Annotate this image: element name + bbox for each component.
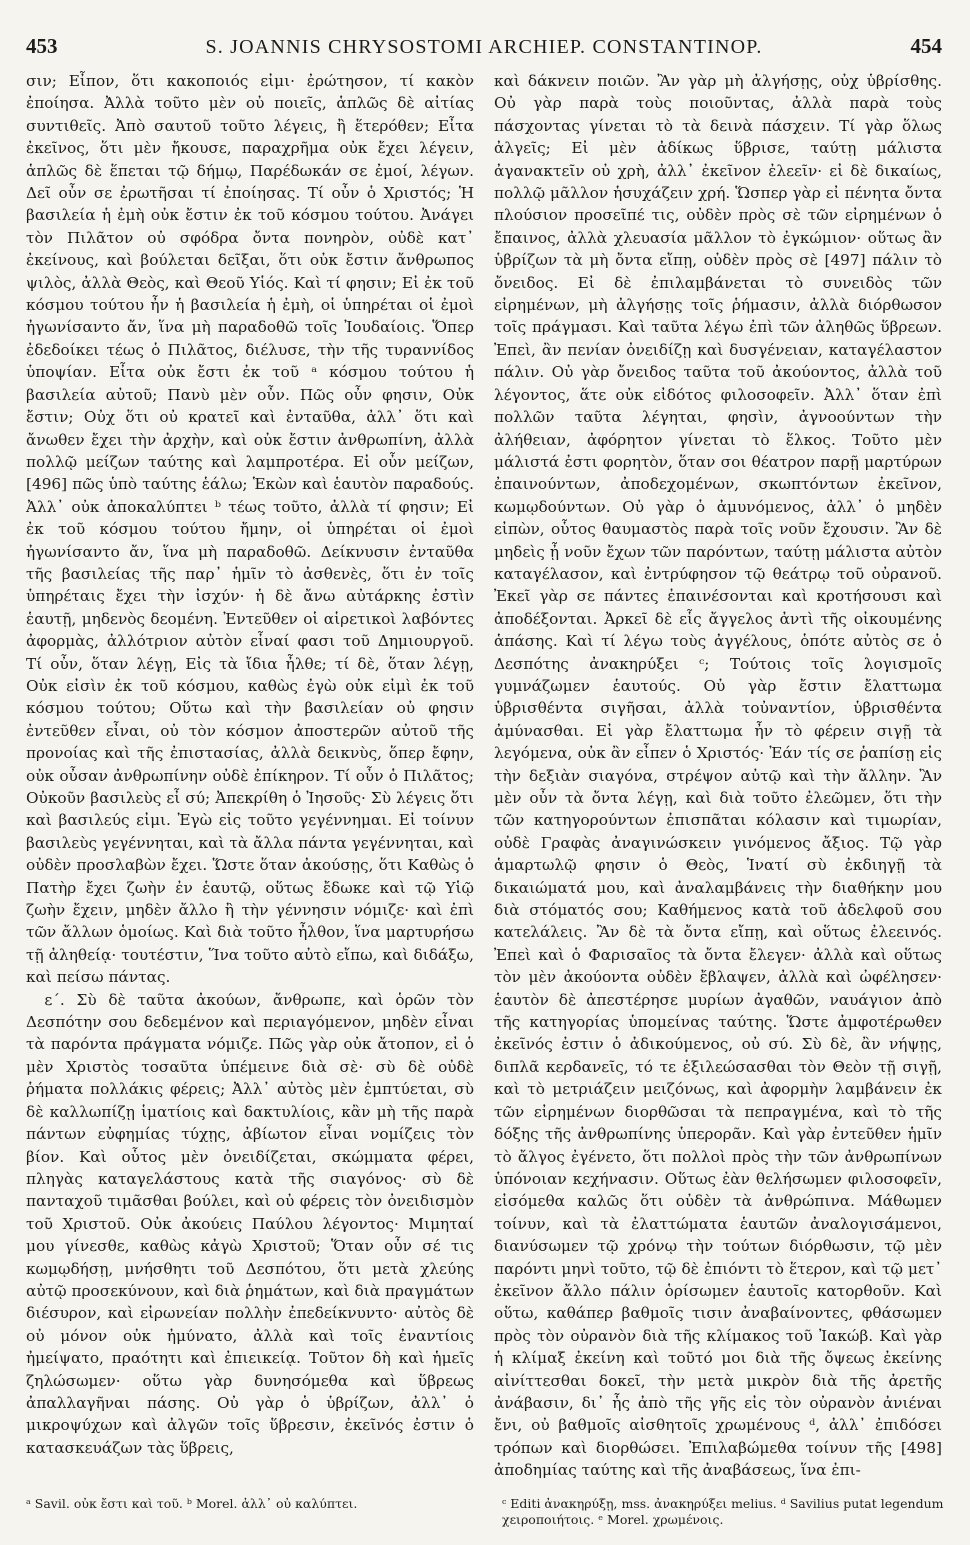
left-paragraph-2: ε´. Σὺ δὲ ταῦτα ἀκούων, ἄνθρωπε, καὶ ὁρῶν τὸν Δεσπότην σου δεδεμένον καὶ περιαγόμενον, μηδὲν εἶναι τὰ παρόντα πράγματα νόμιζε. Πῶς γὰρ οὐκ ἄτοπον, εἰ ὁ μὲν Χριστὸς τοσαῦτα ὑπέμεινε διὰ σὲ· σὺ δὲ οὐδὲ ῥήματα πολλάκις φέρεις; Ἀλλ᾽ αὐτὸς μὲν ἐμπτύεται, σὺ δὲ καλλωπίζῃ ἱματίοις καὶ δακτυλίοις, κἂν μὴ τῆς παρὰ πάντων εὐφημίας τύχῃς, ἀβίωτον εἶναι νομίζεις τὸν βίον. Καὶ οὗτος μὲν ὀνειδίζεται, σκώμματα φέρει, πληγὰς καταγελάστους κατὰ τῆς σιαγόνος· σὺ δὲ πανταχοῦ τιμᾶσθαι βούλει, καὶ οὐ φέρεις τὸν ὀνειδισμὸν τοῦ Χριστοῦ. Οὐκ ἀκούεις Παύλου λέγοντος· Μιμηταί μου γίνεσθε, καθὼς κἀγὼ Χριστοῦ; Ὅταν οὖν σέ τις κωμῳδήσῃ, μνήσθητι τοῦ Δεσπότου, ὅτι μετὰ χλεύης αὐτῷ προσεκύνουν, καὶ διὰ ῥημάτων, καὶ διὰ πραγμάτων διέσυρον, καὶ εἰρωνείαν πολλὴν ἐπεδείκνυντο· αὐτὸς δὲ οὐ μόνον οὐκ ἠμύνατο, ἀλλὰ καὶ τοῖς ἐναντίοις ἠμείψατο, πραότητι καὶ ἐπιεικείᾳ. Τοῦτον δὴ καὶ ἡμεῖς ζηλώσωμεν· οὕτω γὰρ δυνησόμεθα καὶ ὕβρεως ἀπαλλαγῆναι πάσης. Οὐ γὰρ ὁ ὑβρίζων, ἀλλ᾽ ὁ μικροψύχων καὶ ἀλγῶν τοῖς ὕβρεσιν, ἐκεῖνός ἐστιν ὁ κατασκευάζων τὰς ὕβρεις, xyxy=(26,990,474,1457)
right-column-number: 454 xyxy=(910,34,942,58)
right-paragraph-1: καὶ δάκνειν ποιῶν. Ἂν γὰρ μὴ ἀλγήσῃς, οὐχ ὑβρίσθης. Οὐ γὰρ παρὰ τοὺς ποιοῦντας, ἀλλὰ παρὰ τοὺς πάσχοντας γίνεται τὸ τὰ δεινὰ πάσχειν. Τί γὰρ ὅλως ἀλγεῖς; Εἰ μὲν ἀδίκως ὕβρισε, ταύτῃ μάλιστα ἀγανακτεῖν οὐ χρὴ, ἀλλ᾽ ἐκεῖνον ἐλεεῖν· εἰ δὲ δικαίως, πολλῷ μᾶλλον ἡσυχάζειν χρή. Ὥσπερ γὰρ εἰ πένητα ὄντα πλούσιον προσεῖπέ τις, οὐδὲν πρὸς σὲ τῶν εἰρημένων ὁ ἔπαινος, ἀλλὰ χλευασία μᾶλλον τὸ ἐγκώμιον· οὕτως ἂν ὑβρίζων τὰ μὴ ὄντα εἴπῃ, οὐδὲν πρὸς σὲ [497] πάλιν τὸ ὄνειδος. Εἰ δὲ ἐπιλαμβάνεται τὸ συνειδὸς τῶν εἰρημένων, μὴ ἀλγήσῃς τοῖς ῥήμασιν, ἀλλὰ διόρθωσον τοῖς πράγμασι. Καὶ ταῦτα λέγω ἐπὶ τῶν ἀληθῶς ὕβρεων. Ἐπεὶ, ἂν πενίαν ὀνειδίζῃ καὶ δυσγένειαν, καταγέλαστον πάλιν. Οὐ γὰρ ὄνειδος ταῦτα τοῦ ἀκούοντος, ἀλλὰ τοῦ λέγοντος, ἅτε οὐκ εἰδότος φιλοσοφεῖν. Ἀλλ᾽ ὅταν ἐπὶ πολλῶν ταῦτα λέγηται, φησὶν, ἀγνοούντων τὴν ἀλήθειαν, ἀφόρητον γίνεται τὸ ἕλκος. Τοῦτο μὲν μάλιστά ἐστι φορητὸν, ὅταν σοι θέατρον παρῇ μαρτύρων ἐπαινούντων, ἀποδεχομένων, σκωπτόντων ἐκεῖνον, κωμῳδούντων. Οὐ γὰρ ὁ ἀμυνόμενος, ἀλλ᾽ ὁ μηδὲν εἰπὼν, οὗτος θαυμαστὸς παρὰ τοῖς νοῦν ἔχουσιν. Ἂν δὲ μηδεὶς ᾖ νοῦν ἔχων τῶν παρόντων, ταύτῃ μάλιστα αὐτὸν καταγέλασον, καὶ ἐντρύφησον τῷ θεάτρῳ τοῦ οὐρανοῦ. Ἐκεῖ γὰρ σε πάντες ἐπαινέσονται καὶ κροτήσουσι καὶ ἀποδέξονται. Ἀρκεῖ δὲ εἷς ἄγγελος ἀντὶ τῆς οἰκουμένης ἁπάσης. Καὶ τί λέγω τοὺς ἀγγέλους, ὁπότε αὐτὸς σε ὁ Δεσπότης ἀνακηρύξει ᶜ; Τούτοις τοῖς λογισμοῖς γυμνάζωμεν ἑαυτούς. Οὐ γὰρ ἔστιν ἔλαττωμα ὑβρισθέντα σιγῆσαι, ἀλλὰ τοὐναντίον, ὑβρισθέντα ἀμύνασθαι. Εἰ γὰρ ἔλαττωμα ἦν τὸ φέρειν σιγῇ τὰ λεγόμενα, οὐκ ἂν εἶπεν ὁ Χριστός· Ἐάν τίς σε ῥαπίσῃ εἰς τὴν δεξιὰν σιαγόνα, στρέψον αὐτῷ καὶ τὴν ἄλλην. Ἂν μὲν οὖν τὰ ὄντα λέγῃ, καὶ διὰ τοῦτο ἐλεῶμεν, ὅτι τὴν τῶν κατηγορούντων ἐπισπᾶται κόλασιν καὶ τιμωρίαν, οὐδὲ Γραφὰς ἀναγινώσκειν γινόμενος ἄξιος. Τῷ γὰρ ἁμαρτωλῷ φησιν ὁ Θεὸς, Ἱνατί σὺ ἐκδιηγῇ τὰ δικαιώματά μου, καὶ ἀναλαμβάνεις τὴν διαθήκην μου διὰ στόματός σου; Καθήμενος κατὰ τοῦ ἀδελφοῦ σου κατελάλεις. Ἂν δὲ τὰ ὄντα εἴπῃ, καὶ οὕτως ἐλεεινός. Ἐπεὶ καὶ ὁ Φαρισαῖος τὰ ὄντα ἔλεγεν· ἀλλὰ καὶ οὕτως τὸν μὲν ἀκούοντα οὐδὲν ἔβλαψεν, ἀλλὰ καὶ ὠφέλησεν· ἑαυτὸν δὲ ἀπεστέρησε μυρίων ἀγαθῶν, ναυάγιον ἀπὸ τῆς κατηγορίας ὑπομείνας ταύτης. Ὥστε ἀμφοτέρωθεν ἐκεῖνός ἐστιν ὁ ἀδικούμενος, οὐ σύ. Σὺ δὲ, ἂν νήψῃς, διπλᾶ κερδανεῖς, τό τε ἐξιλεώσασθαι τὸν Θεὸν τῇ σιγῇ, καὶ τὸ μετριάζειν μειζόνως, καὶ ἀφορμὴν λαμβάνειν ἐκ τῶν εἰρημένων διορθῶσαι τὰ πεπραγμένα, καὶ τὸ τῆς δόξης τῆς ἀνθρωπίνης ὑπερορᾶν. Καὶ γὰρ ἐντεῦθεν ἡμῖν τὸ ἄλγος ἐγένετο, ὅτι πολλοὶ πρὸς τὴν τῶν ἀνθρωπίνων ὑπόνοιαν κεχήνασιν. Οὕτως ἐὰν θελήσωμεν φιλοσοφεῖν, εἰσόμεθα καλῶς ὅτι οὐδὲν τὰ ἀνθρώπινα. Μάθωμεν τοίνυν, καὶ τὰ ἐλαττώματα ἑαυτῶν ἀναλογισάμενοι, διανύσωμεν τῷ χρόνῳ τὴν τούτων διόρθωσιν, τῷ μὲν παρόντι μηνὶ τοῦτο, τῷ δὲ ἐπιόντι τὸ ἕτερον, καὶ τῷ μετ᾽ ἐκεῖνον ἄλλο πάλιν ὁρίσωμεν ἑαυτοῖς κατορθοῦν. Καὶ οὕτω, καθάπερ βαθμοῖς τισιν ἀναβαίνοντες, φθάσωμεν πρὸς τὸν οὐρανὸν διὰ τῆς κλίμακος τοῦ Ἰακώβ. Καὶ γὰρ ἡ κλίμαξ ἐκείνη καὶ τοῦτό μοι διὰ τῆς ὄψεως ἐκείνης αἰνίττεσθαι δοκεῖ, τὴν μετὰ μικρὸν διὰ τῆς ἀρετῆς ἀνάβασιν, δι᾽ ἧς ἀπὸ τῆς γῆς εἰς τὸν οὐρανὸν ἀνιέναι ἔνι, οὐ βαθμοῖς αἰσθητοῖς χρωμένους ᵈ, ἀλλ᾽ ἐπιδόσει τρόπων καὶ διορθώσει. Ἐπιλαβώμεθα τοίνυν τῆς [498] ἀποδημίας ταύτης καὶ τῆς ἀναβάσεως, ἵνα ἐπι- xyxy=(494,72,942,1480)
left-column-number: 453 xyxy=(26,34,58,58)
footnotes-left: ᵃ Savil. οὐκ ἔστι καὶ τοῦ. ᵇ Morel. ἀλλ᾽ οὐ καλύπτει. xyxy=(26,1496,358,1511)
left-column xyxy=(26,70,474,1482)
text-columns xyxy=(26,70,942,1482)
left-paragraph-1: σιν; Εἶπον, ὅτι κακοποιός εἰμι· ἐρώτησον, τί κακὸν ἐποίησα. Ἀλλὰ τοῦτο μὲν οὐ ποιεῖς, ἁπλῶς δὲ αἰτίας συντιθεῖς. Ἀπὸ σαυτοῦ τοῦτο λέγεις, ἢ ἕτερόθεν; Εἶτα ἐκεῖνος, ὅτι μὲν ἤκουσε, παραχρῆμα οὐκ ἔχει λέγειν, ἁπλῶς δὲ ἕπεται τῷ δήμῳ, Παρέδωκάν σε ἐμοί, λέγων. Δεῖ οὖν σε ἐρωτῆσαι τί ἐποίησας. Τί οὖν ὁ Χριστός; Ἡ βασιλεία ἡ ἐμὴ οὐκ ἔστιν ἐκ τοῦ κόσμου τούτου. Ἀνάγει τὸν Πιλᾶτον οὐ σφόδρα ὄντα πονηρὸν, οὐδὲ κατ᾽ ἐκείνους, καὶ βούλεται δεῖξαι, ὅτι οὐκ ἔστιν ἄνθρωπος ψιλὸς, ἀλλὰ Θεὸς, καὶ Θεοῦ Υἱός. Καὶ τί φησιν; Εἰ ἐκ τοῦ κόσμου τούτου ἦν ἡ βασιλεία ἡ ἐμὴ, οἱ ὑπηρέται οἱ ἐμοὶ ἠγωνίσαντο ἄν, ἵνα μὴ παραδοθῶ τοῖς Ἰουδαίοις. Ὅπερ ἐδεδοίκει τέως ὁ Πιλᾶτος, διέλυσε, τὴν τῆς τυραννίδος ὑποψίαν. Εἶτα οὐκ ἔστι ἐκ τοῦ ᵃ κόσμου τούτου ἡ βασιλεία αὐτοῦ; Πανὺ μὲν οὖν. Πῶς οὖν φησιν, Οὐκ ἔστιν; Οὐχ ὅτι οὐ κρατεῖ καὶ ἐνταῦθα, ἀλλ᾽ ὅτι καὶ ἄνωθεν ἔχει τὴν ἀρχὴν, καὶ οὐκ ἔστιν ἀνθρωπίνη, ἀλλὰ πολλῷ μείζων ταύτης καὶ λαμπροτέρα. Εἰ οὖν μείζων, [496] πῶς ὑπὸ ταύτης ἑάλω; Ἑκὼν καὶ ἑαυτὸν παραδούς. Ἀλλ᾽ οὐκ ἀποκαλύπτει ᵇ τέως τοῦτο, ἀλλὰ τί φησιν; Εἰ ἐκ τοῦ κόσμου τούτου ἤμην, οἱ ὑπηρέται οἱ ἐμοὶ ἠγωνίσαντο ἄν, ἵνα μὴ παραδοθῶ. Δείκνυσιν ἐνταῦθα τῆς βασιλείας τῆς παρ᾽ ἡμῖν τὸ ἀσθενὲς, ὅτι ἐν τοῖς ὑπηρέταις ἔχει τὴν ἰσχύν· ἡ δὲ ἄνω αὐτάρκης ἐστὶν ἑαυτῇ, μηδενὸς δεομένη. Ἐντεῦθεν οἱ αἱρετικοὶ λαβόντες ἀφορμὰς, ἀλλότριον αὐτὸν εἶναί φασι τοῦ Δημιουργοῦ. Τί οὖν, ὅταν λέγῃ, Εἰς τὰ ἴδια ἦλθε; τί δὲ, ὅταν λέγῃ, Οὐκ εἰσὶν ἐκ τοῦ κόσμου, καθὼς ἐγὼ οὐκ εἰμὶ ἐκ τοῦ κόσμου τούτου; Οὕτω καὶ τὴν βασιλείαν οὐ φησιν ἐντεῦθεν εἶναι, οὐ τὸν κόσμον ἀποστερῶν αὐτοῦ τῆς προνοίας καὶ τῆς ἐπιστασίας, ἀλλὰ δεικνὺς, ὅπερ ἔφην, οὐκ οὖσαν ἀνθρωπίνην οὐδὲ ἐπίκηρον. Τί οὖν ὁ Πιλᾶτος; Οὐκοῦν βασιλεὺς εἶ σύ; Ἀπεκρίθη ὁ Ἰησοῦς· Σὺ λέγεις ὅτι καὶ βασιλεύς εἰμι. Ἐγὼ εἰς τοῦτο γεγέννημαι. Εἰ τοίνυν βασιλεὺς γεγέννηται, καὶ τὰ ἄλλα πάντα γεγέννηται, καὶ οὐδὲν προσλαβὼν ἔχει. Ὥστε ὅταν ἀκούσῃς, ὅτι Καθὼς ὁ Πατὴρ ἔχει ζωὴν ἐν ἑαυτῷ, οὕτως ἔδωκε καὶ τῷ Υἱῷ ζωὴν ἔχειν, μηδὲν ἄλλο ἢ τὴν γέννησιν νόμιζε· καὶ ἐπὶ τῶν ἄλλων ὁμοίως. Καὶ διὰ τοῦτο ἦλθον, ἵνα μαρτυρήσω τῇ ἀληθείᾳ· τουτέστιν, Ἵνα τοῦτο αὐτὸ εἴπω, καὶ διδάξω, καὶ πείσω πάντας. xyxy=(26,72,474,987)
page-header xyxy=(26,34,942,68)
right-column xyxy=(494,70,942,1482)
running-title: S. JOANNIS CHRYSOSTOMI ARCHIEP. CONSTANTINOP. xyxy=(205,36,763,58)
footnotes-right: ᶜ Editi ἀνακηρύξῃ, mss. ἀνακηρύξει melius. ᵈ Savilius putat legendum χειροποιήτοις. ᵉ Morel. χρωμένοις. xyxy=(502,1496,944,1527)
